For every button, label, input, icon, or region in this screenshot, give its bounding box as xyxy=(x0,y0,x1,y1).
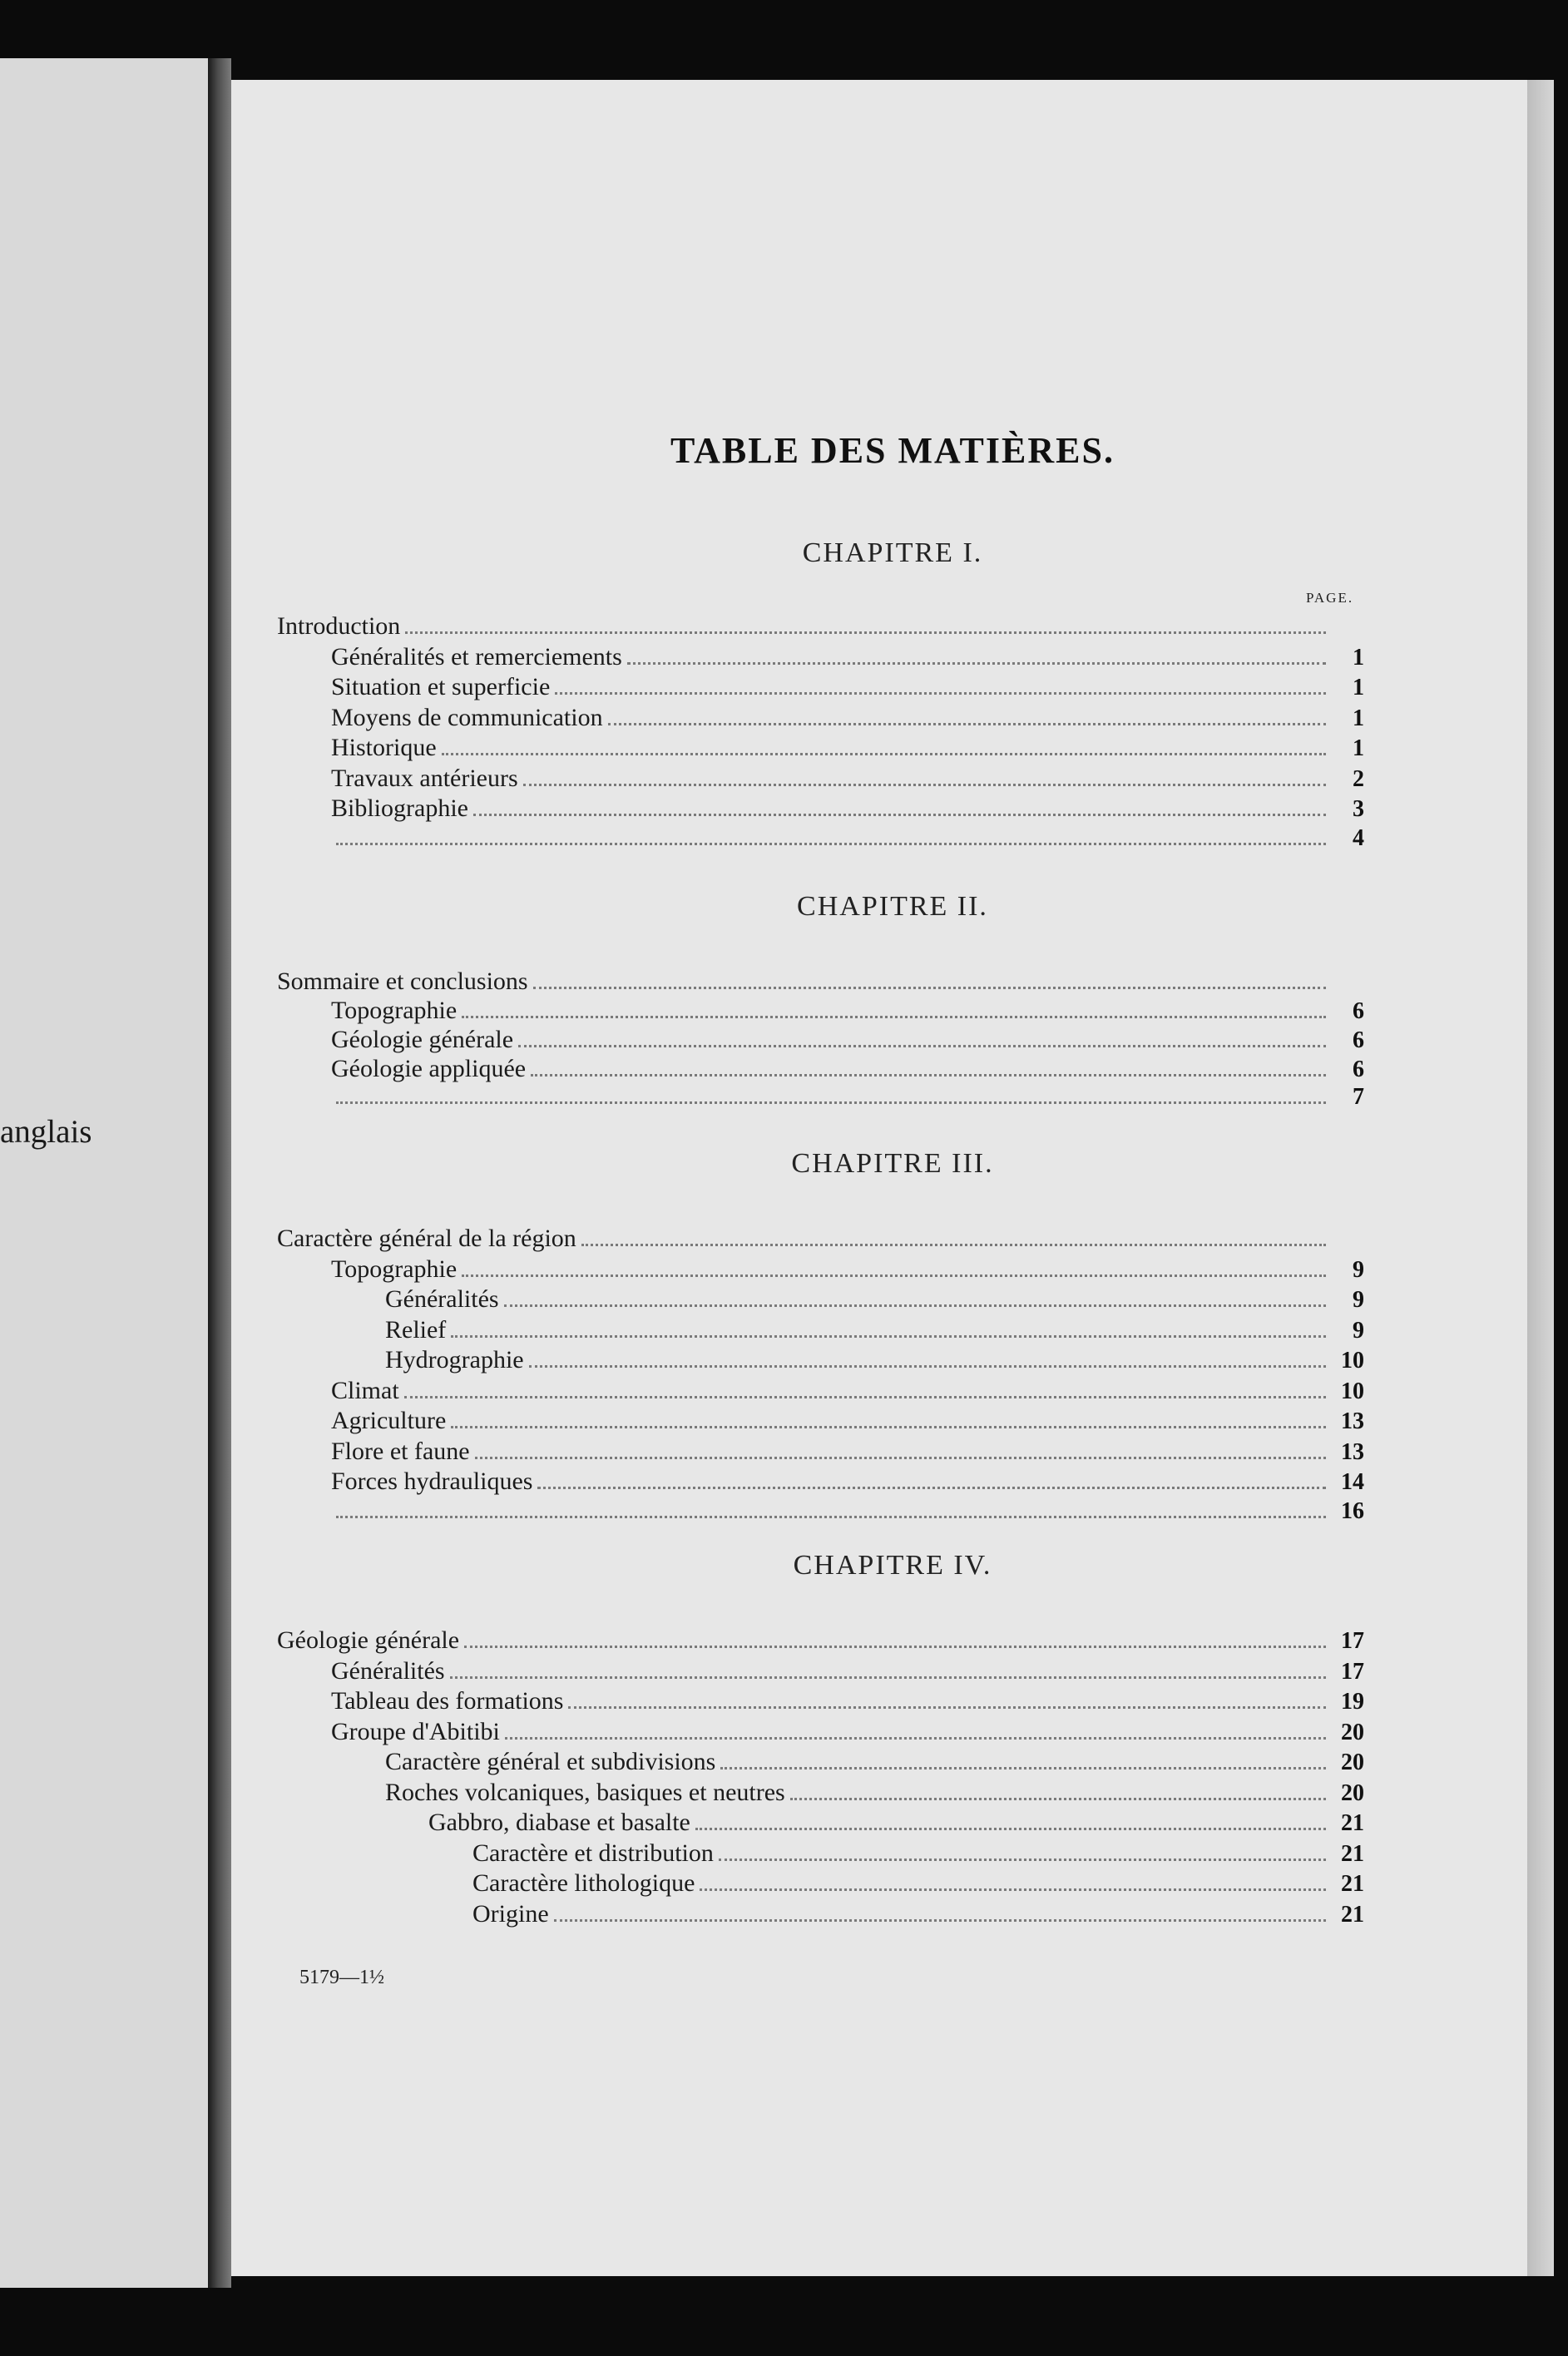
dot-leader xyxy=(336,1516,1326,1518)
dot-leader xyxy=(450,1676,1326,1679)
dot-leader xyxy=(581,1244,1326,1246)
toc-entry-label: Caractère général et subdivisions xyxy=(385,1748,716,1775)
toc-entry-label: Sommaire et conclusions xyxy=(277,968,528,995)
toc-entry-page-number: 9 xyxy=(1353,1256,1364,1283)
toc-entry-label: Hydrographie xyxy=(385,1346,524,1374)
toc-entry-page-number: 6 xyxy=(1353,998,1364,1024)
toc-entry-label: Géologie générale xyxy=(331,1026,514,1053)
toc-entry xyxy=(472,1839,1364,1873)
toc-entry-page-number: 13 xyxy=(1341,1438,1364,1465)
toc-entry xyxy=(331,673,1364,706)
toc-entry xyxy=(331,825,1364,859)
toc-entry xyxy=(428,1809,1364,1842)
toc-entry-label: Géologie générale xyxy=(277,1626,460,1654)
toc-entry-page-number: 1 xyxy=(1353,705,1364,731)
toc-entry-label: Relief xyxy=(385,1315,447,1344)
dot-leader xyxy=(555,692,1326,695)
dot-leader xyxy=(451,1426,1326,1428)
toc-entry-label: Forces hydrauliques xyxy=(331,1468,533,1495)
toc-entry xyxy=(331,704,1364,737)
toc-entry xyxy=(331,1498,1364,1532)
dot-leader xyxy=(700,1888,1326,1891)
toc-entry-page-number: 20 xyxy=(1341,1719,1364,1745)
toc-title: TABLE DES MATIÈRES. xyxy=(670,430,1115,471)
toc-entry xyxy=(331,643,1364,676)
toc-entry-page-number: 7 xyxy=(1353,1084,1364,1110)
dot-leader xyxy=(336,843,1326,845)
toc-entry-label: Roches volcaniques, basiques et neutres xyxy=(385,1778,785,1806)
dot-leader xyxy=(442,753,1326,755)
toc-entry-page-number: 16 xyxy=(1341,1497,1364,1524)
toc-entry-page-number: 4 xyxy=(1353,824,1364,851)
toc-entry xyxy=(331,1468,1364,1501)
toc-entry xyxy=(331,1026,1364,1059)
toc-entry xyxy=(331,997,1364,1030)
toc-entry xyxy=(331,765,1364,798)
toc-entry xyxy=(331,1407,1364,1440)
toc-entry-label: Groupe d'Abitibi xyxy=(331,1717,500,1745)
dot-leader xyxy=(695,1828,1326,1830)
toc-entry-page-number: 9 xyxy=(1353,1287,1364,1313)
toc-entry xyxy=(385,1316,1364,1349)
chapter-heading: CHAPITRE IV. xyxy=(793,1550,992,1581)
toc-entry xyxy=(331,734,1364,767)
toc-entry-page-number: 20 xyxy=(1341,1750,1364,1775)
toc-entry-label: Agriculture xyxy=(331,1407,447,1434)
toc-entry xyxy=(331,1377,1364,1410)
dot-leader xyxy=(531,1074,1326,1077)
dot-leader xyxy=(462,1016,1326,1018)
toc-entry-label: Origine xyxy=(472,1899,549,1928)
toc-entry-label: Introduction xyxy=(277,612,401,640)
toc-entry-label: Topographie xyxy=(331,997,458,1024)
chapter-heading: CHAPITRE III. xyxy=(791,1148,994,1179)
dot-leader xyxy=(518,1045,1326,1047)
toc-entry-page-number: 3 xyxy=(1353,796,1364,822)
dot-leader xyxy=(627,662,1326,665)
toc-entry-page-number: 13 xyxy=(1341,1408,1364,1434)
toc-entry-page-number: 1 xyxy=(1353,735,1364,761)
toc-entry-page-number: 21 xyxy=(1341,1840,1364,1867)
toc-entry-label: Caractère général de la région xyxy=(277,1225,576,1252)
toc-entry xyxy=(331,1718,1364,1751)
dot-leader xyxy=(608,723,1326,725)
toc-page xyxy=(231,80,1554,2276)
dot-leader xyxy=(462,1275,1326,1277)
chapter-heading: CHAPITRE II. xyxy=(797,891,988,922)
toc-entry-label: Caractère et distribution xyxy=(472,1839,714,1867)
toc-entry-page-number: 6 xyxy=(1353,1057,1364,1082)
toc-entry-label: Généralités xyxy=(331,1656,445,1685)
toc-entry xyxy=(331,1687,1364,1720)
dot-leader xyxy=(529,1365,1326,1368)
toc-entry-label: Généralités et remerciements xyxy=(331,642,622,671)
toc-entry xyxy=(472,1900,1364,1933)
toc-entry-label: Généralités xyxy=(385,1285,499,1313)
toc-entry xyxy=(331,1255,1364,1289)
toc-entry xyxy=(331,1657,1364,1690)
toc-entry xyxy=(331,1055,1364,1088)
dot-leader xyxy=(523,784,1326,786)
dot-leader xyxy=(719,1859,1326,1861)
toc-entry xyxy=(385,1748,1364,1781)
toc-entry-page-number: 20 xyxy=(1341,1779,1364,1806)
toc-entry xyxy=(277,1626,1364,1660)
toc-entry-label: Bibliographie xyxy=(331,794,468,822)
left-facing-page xyxy=(0,58,208,2288)
toc-entry-label: Caractère lithologique xyxy=(472,1869,695,1897)
dot-leader xyxy=(504,1304,1326,1307)
toc-entry xyxy=(385,1285,1364,1319)
dot-leader xyxy=(336,1101,1326,1104)
toc-entry xyxy=(277,968,1364,1001)
toc-entry xyxy=(331,1084,1364,1117)
toc-entry-label: Climat xyxy=(331,1376,399,1404)
dot-leader xyxy=(720,1767,1326,1769)
toc-entry-page-number: 6 xyxy=(1353,1027,1364,1053)
toc-entry-page-number: 14 xyxy=(1341,1469,1364,1495)
dot-leader xyxy=(404,1396,1326,1398)
page-column-header: PAGE. xyxy=(1306,590,1354,606)
toc-entry-label: Topographie xyxy=(331,1255,458,1283)
toc-entry-page-number: 1 xyxy=(1353,644,1364,671)
dot-leader xyxy=(475,1457,1326,1459)
toc-entry-page-number: 10 xyxy=(1341,1348,1364,1374)
toc-entry-label: Situation et superficie xyxy=(331,673,551,700)
dot-leader xyxy=(464,1646,1326,1648)
toc-entry-page-number: 1 xyxy=(1353,675,1364,700)
dot-leader xyxy=(568,1706,1326,1709)
page-edge xyxy=(1527,80,1554,2276)
toc-entry xyxy=(385,1346,1364,1379)
toc-entry-page-number: 17 xyxy=(1341,1628,1364,1654)
toc-entry xyxy=(385,1779,1364,1812)
dot-leader xyxy=(473,814,1326,816)
toc-entry-page-number: 21 xyxy=(1341,1871,1364,1897)
toc-entry xyxy=(472,1869,1364,1903)
toc-entry xyxy=(331,1438,1364,1471)
dot-leader xyxy=(451,1335,1326,1338)
toc-entry-label: Moyens de communication xyxy=(331,703,603,731)
toc-entry-label: Tableau des formations xyxy=(331,1687,564,1715)
dot-leader xyxy=(554,1919,1326,1922)
toc-entry-label: Gabbro, diabase et basalte xyxy=(428,1809,690,1836)
dot-leader xyxy=(505,1737,1326,1740)
toc-entry xyxy=(331,794,1364,828)
toc-entry-page-number: 2 xyxy=(1353,765,1364,792)
chapter-heading: CHAPITRE I. xyxy=(802,537,983,568)
book-gutter xyxy=(208,58,231,2288)
toc-entry-page-number: 17 xyxy=(1341,1658,1364,1685)
left-page-text-fragment: anglais xyxy=(0,1114,92,1150)
toc-entry xyxy=(277,612,1364,646)
dot-leader xyxy=(537,1487,1326,1489)
toc-entry-page-number: 21 xyxy=(1341,1810,1364,1836)
toc-entry-page-number: 9 xyxy=(1353,1317,1364,1344)
toc-entry-page-number: 19 xyxy=(1341,1689,1364,1715)
toc-entry-label: Travaux antérieurs xyxy=(331,764,518,792)
printer-signature-mark: 5179—1½ xyxy=(299,1967,384,1988)
dot-leader xyxy=(790,1798,1326,1800)
toc-entry-label: Géologie appliquée xyxy=(331,1055,527,1082)
dot-leader xyxy=(533,987,1326,989)
toc-entry-page-number: 10 xyxy=(1341,1378,1364,1404)
dot-leader xyxy=(405,631,1326,634)
toc-entry xyxy=(277,1225,1364,1258)
toc-entry-label: Historique xyxy=(331,734,437,761)
toc-entry-page-number: 21 xyxy=(1341,1901,1364,1928)
toc-entry-label: Flore et faune xyxy=(331,1437,470,1465)
